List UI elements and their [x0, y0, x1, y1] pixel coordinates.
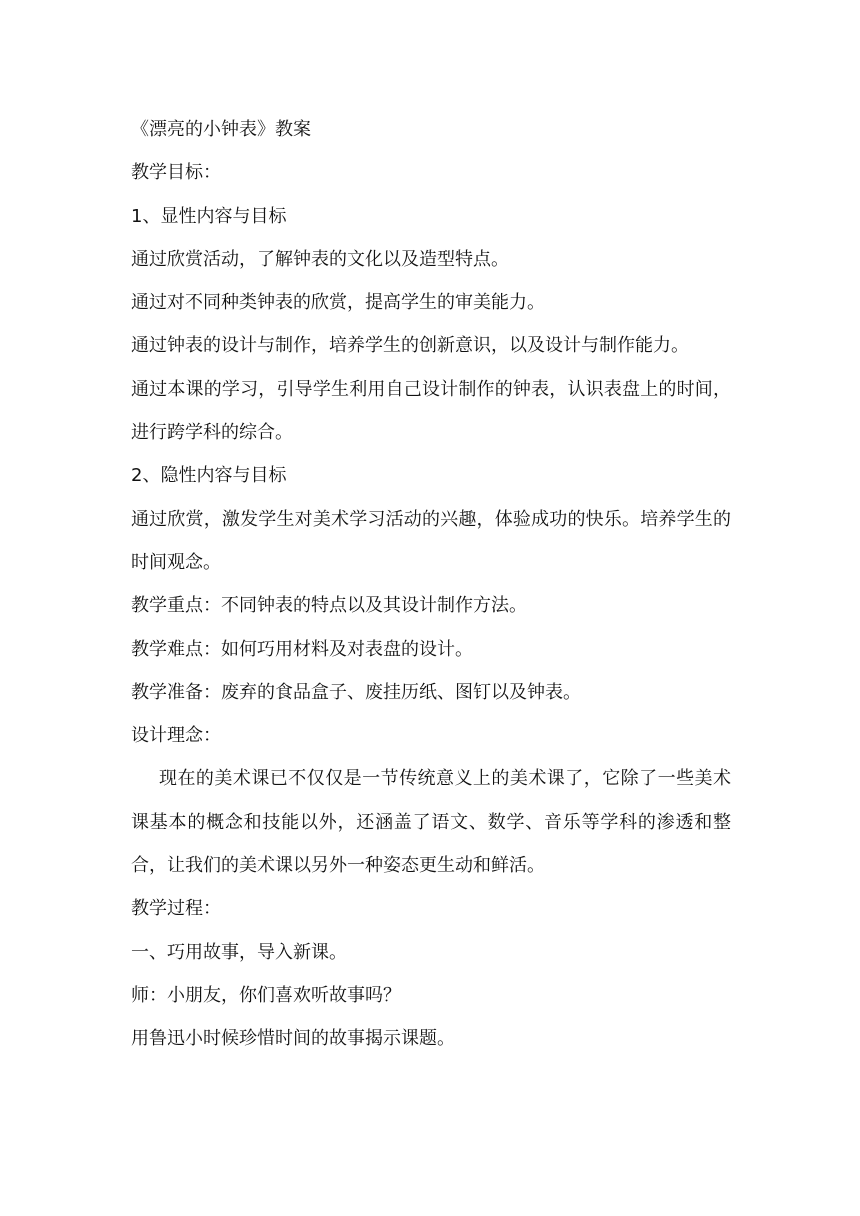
- concept-text: 现在的美术课已不仅仅是一节传统意义上的美术课了，它除了一些美术课基本的概念和技能以外，还涵盖了语文、数学、音乐等学科的渗透和整合，让我们的美术课以另外一种姿态更生动和鲜活。: [131, 768, 731, 877]
- key-points: 教学重点：不同钟表的特点以及其设计制作方法。: [131, 595, 527, 617]
- explicit-item: 通过欣赏活动，了解钟表的文化以及造型特点。: [131, 248, 509, 270]
- explicit-heading: 1、显性内容与目标: [131, 205, 287, 227]
- explicit-item: 通过钟表的设计与制作，培养学生的创新意识，以及设计与制作能力。: [131, 335, 689, 357]
- document-body: [131, 108, 731, 1061]
- explicit-item: 通过本课的学习，引导学生利用自己设计制作的钟表，认识表盘上的时间，进行跨学科的综合。: [131, 378, 731, 444]
- story-line: 用鲁迅小时候珍惜时间的故事揭示课题。: [131, 1028, 455, 1050]
- step1-heading: 一、巧用故事，导入新课。: [131, 941, 347, 963]
- preparation: 教学准备：废弃的食品盒子、废挂历纸、图钉以及钟表。: [131, 681, 581, 703]
- document-title: 《漂亮的小钟表》教案: [131, 119, 311, 140]
- difficulties: 教学难点：如何巧用材料及对表盘的设计。: [131, 638, 473, 660]
- concept-heading: 设计理念：: [131, 725, 221, 747]
- process-heading: 教学过程：: [131, 898, 221, 920]
- implicit-heading: 2、隐性内容与目标: [131, 465, 287, 487]
- objectives-heading: 教学目标：: [131, 162, 221, 184]
- implicit-text: 通过欣赏，激发学生对美术学习活动的兴趣，体验成功的快乐。培养学生的时间观念。: [131, 508, 731, 573]
- explicit-item: 通过对不同种类钟表的欣赏，提高学生的审美能力。: [131, 292, 545, 314]
- teacher-line: 师：小朋友，你们喜欢听故事吗？: [131, 984, 401, 1006]
